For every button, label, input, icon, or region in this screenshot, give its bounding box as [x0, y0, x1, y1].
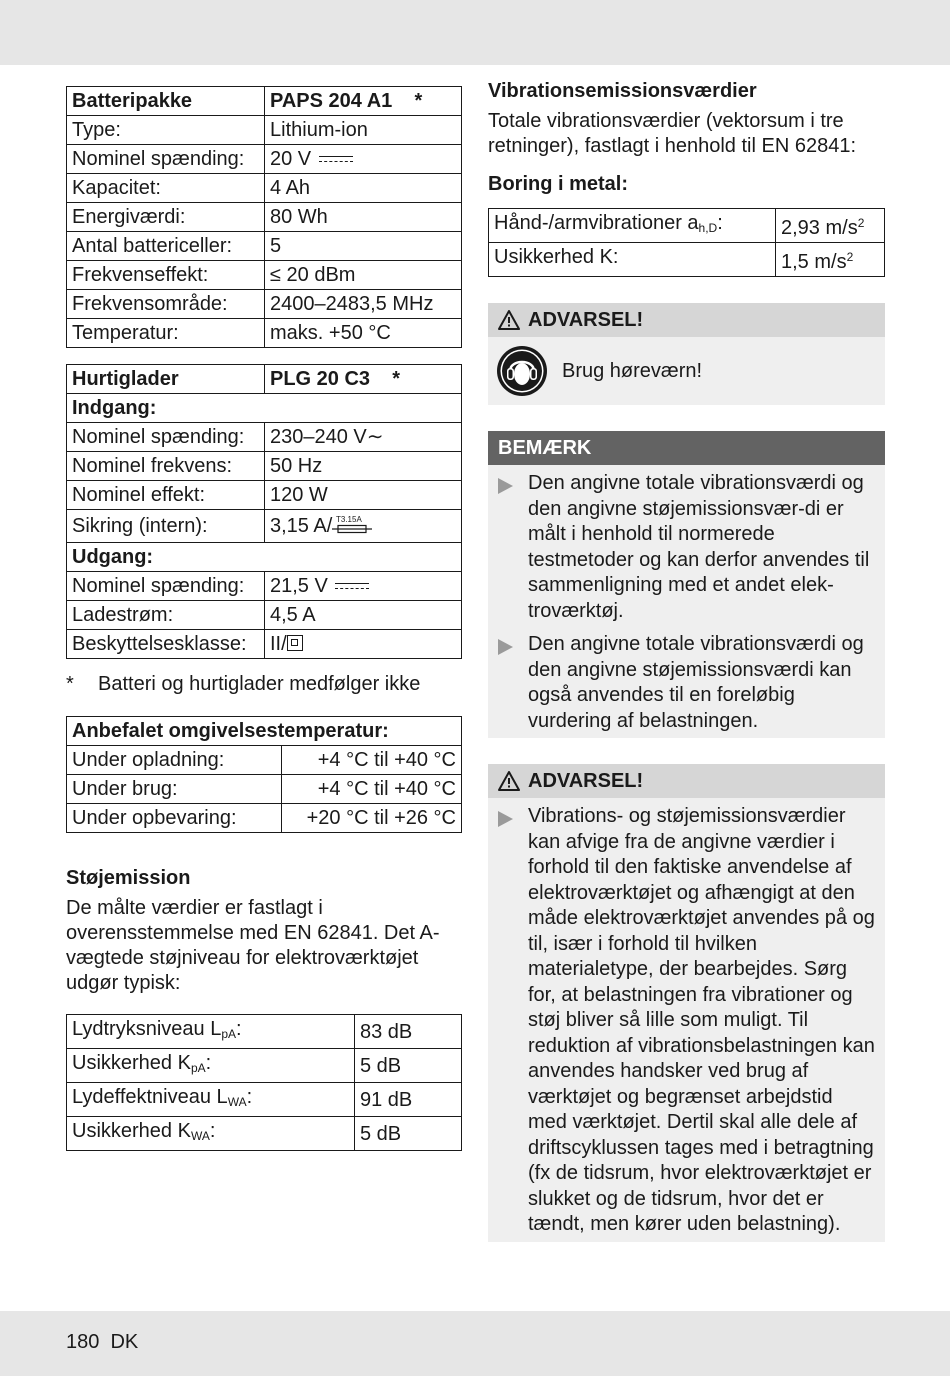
table-cell: ≤ 20 dBm	[265, 261, 462, 290]
table-row	[67, 630, 462, 659]
row-label: Usikkerhed K	[72, 1120, 191, 1142]
noise-table	[66, 1014, 462, 1151]
warning-triangle-icon	[498, 770, 520, 792]
table-cell: Temperatur:	[67, 319, 265, 348]
warning-header	[488, 764, 885, 798]
table-row	[67, 1117, 462, 1151]
battery-table	[66, 86, 462, 348]
warning-body	[488, 337, 885, 405]
footnote-marker: *	[66, 673, 74, 695]
table-cell: 120 W	[265, 481, 462, 510]
row-value: 2,93 m/s	[781, 217, 858, 239]
bullet-arrow-icon	[498, 811, 513, 827]
bullet-wrap	[498, 804, 528, 1238]
note-box	[488, 431, 885, 738]
table-cell: 4 Ah	[265, 174, 462, 203]
table-cell: Frekvenseffekt:	[67, 261, 265, 290]
table-cell: 4,5 A	[265, 601, 462, 630]
row-value: 1,5 m/s	[781, 251, 847, 273]
table-cell: Energiværdi:	[67, 203, 265, 232]
table-row	[67, 290, 462, 319]
table-cell	[265, 510, 462, 543]
fuse-rating-label: T3.15A	[336, 514, 363, 524]
row-label-subscript: h,D	[698, 221, 718, 235]
right-column	[488, 80, 885, 1242]
vibration-heading: Vibrationsemissionsværdier	[488, 80, 757, 102]
table-header-row	[67, 87, 462, 116]
table-cell: Anbefalet omgivelsestemperatur:	[67, 717, 462, 746]
row-label-suffix: :	[236, 1018, 242, 1040]
row-label: Hånd-/armvibrationer a	[494, 212, 699, 234]
table-cell: 2400–2483,5 MHz	[265, 290, 462, 319]
row-label-suffix: :	[205, 1052, 212, 1074]
table-cell: Ladestrøm:	[67, 601, 265, 630]
table-row	[489, 209, 885, 243]
warning-header	[488, 303, 885, 337]
table-cell	[776, 209, 885, 243]
row-label-subscript: WA	[227, 1095, 247, 1109]
table-cell	[67, 1049, 355, 1083]
warning-text: Brug høreværn!	[562, 359, 703, 382]
section-label: Udgang:	[67, 543, 462, 572]
table-cell	[67, 1083, 355, 1117]
fuse-value: 3,15 A/	[270, 515, 333, 537]
table-cell	[265, 572, 462, 601]
vibration-table	[488, 208, 885, 277]
list-item-text: Vibrations- og støjemissionsværdier kan afvige fra de angivne værdier i forhold til den faktiske anvendelse af elektroværktøjet og afhængigt at den måde elektroværktøjet anvendes på og til, især i forhold til hvilken materialetype, der bearbejdes. Sørg for, at belastningen fra vibrationer og støj bliver så lille som muligt. Til reduktion af vibrationsbelastningen kan anvendes handsker ved brug af værktøjet og begrænset arbejdstid med værktøjet. Dertil skal alle dele af driftscyklussen tages med i betragtning (fx de tidsrum, hvor elektroværktøjet er slukket og de tidsrum, hvor det er tændt, men kører uden belastning).	[528, 805, 875, 1235]
table-row	[67, 319, 462, 348]
table-row	[67, 232, 462, 261]
noise-heading: Støjemission	[66, 867, 191, 889]
table-cell: +4 °C til +40 °C	[282, 746, 462, 775]
row-label-subscript: pA	[190, 1061, 206, 1075]
bullet-arrow-icon	[498, 639, 513, 655]
warning-triangle-icon	[498, 309, 520, 331]
page-number: 180 DK	[66, 1331, 139, 1353]
table-cell: 50 Hz	[265, 452, 462, 481]
protection-class-ii-icon	[287, 635, 303, 651]
table-cell: Nominel spænding:	[67, 572, 265, 601]
table-cell: Type:	[67, 116, 265, 145]
table-cell	[265, 630, 462, 659]
table-row	[67, 452, 462, 481]
table-row	[67, 1083, 462, 1117]
table-cell: +20 °C til +26 °C	[282, 804, 462, 833]
noise-text: De målte værdier er fastlagt i overensstemmelse med EN 62841. Det A-vægtede støjniveau for elektroværktøjet udgør typisk:	[66, 897, 440, 994]
warning-title: ADVARSEL!	[528, 309, 644, 331]
table-cell: Nominel spænding:	[67, 145, 265, 174]
row-label: Lydeffektniveau L	[72, 1086, 228, 1108]
warning-box-hearing	[488, 303, 885, 405]
bottom-bar	[0, 1311, 950, 1376]
table-cell	[67, 1015, 355, 1049]
table-section-row	[67, 543, 462, 572]
table-row	[67, 746, 462, 775]
table-cell: Under brug:	[67, 775, 282, 804]
charger-table	[66, 364, 462, 659]
table-cell	[776, 243, 885, 277]
row-label: Lydtryksniveau L	[72, 1018, 222, 1040]
table-cell	[67, 1117, 355, 1151]
table-cell: 91 dB	[355, 1083, 462, 1117]
table-cell: Batteripakke	[67, 87, 265, 116]
hearing-protection-icon	[496, 345, 548, 397]
ambient-temperature-table	[66, 716, 462, 833]
list-item	[488, 471, 885, 624]
left-column	[66, 86, 462, 1151]
dc-symbol-icon	[319, 156, 353, 167]
row-label: Usikkerhed K	[72, 1052, 191, 1074]
table-cell: Lithium-ion	[265, 116, 462, 145]
table-row	[67, 203, 462, 232]
warning-box-vibration	[488, 764, 885, 1242]
table-row	[67, 116, 462, 145]
table-cell: 80 Wh	[265, 203, 462, 232]
row-value-superscript: 2	[846, 250, 854, 264]
table-row	[67, 1015, 462, 1049]
table-row	[489, 243, 885, 277]
dc-symbol-icon	[335, 583, 369, 594]
table-cell: 230–240 V∼	[265, 423, 462, 452]
table-cell: Under opladning:	[67, 746, 282, 775]
table-cell: 5 dB	[355, 1117, 462, 1151]
table-row	[67, 601, 462, 630]
vibration-text: Totale vibrationsværdier (vektorsum i tre retninger), fastlagt i henhold til EN 62841:	[488, 110, 856, 157]
table-cell: Nominel frekvens:	[67, 452, 265, 481]
footnote	[66, 673, 462, 696]
row-label: Usikkerhed K:	[494, 246, 619, 268]
table-cell: +4 °C til +40 °C	[282, 775, 462, 804]
table-cell	[265, 145, 462, 174]
table-row	[67, 572, 462, 601]
table-cell: Hurtiglader	[67, 365, 265, 394]
table-row	[67, 804, 462, 833]
table-cell: Nominel spænding:	[67, 423, 265, 452]
table-cell: maks. +50 °C	[265, 319, 462, 348]
table-cell: PAPS 204 A1 *	[265, 87, 462, 116]
warning-title: ADVARSEL!	[528, 770, 644, 792]
row-label-subscript: pA	[221, 1027, 237, 1041]
table-cell: Sikring (intern):	[67, 510, 265, 543]
table-row	[67, 510, 462, 543]
row-label-suffix: :	[717, 212, 723, 234]
vibration-subheading: Boring i metal:	[488, 173, 629, 195]
table-row	[67, 261, 462, 290]
row-value-superscript: 2	[857, 216, 865, 230]
table-cell: Beskyttelsesklasse:	[67, 630, 265, 659]
row-label-suffix: :	[209, 1120, 216, 1142]
table-cell: Under opbevaring:	[67, 804, 282, 833]
protection-class-value: II/	[270, 633, 287, 655]
list-item-text: Den angivne totale vibrationsværdi og den angivne støjemissionsvær-di er målt i henhold til normerede testmetoder og kan derfor anvendes til sammenligning med et andet elek-troværktøj.	[528, 472, 870, 622]
voltage-value: 20 V	[270, 148, 312, 170]
table-cell: PLG 20 C3 *	[265, 365, 462, 394]
table-cell: Nominel effekt:	[67, 481, 265, 510]
footnote-text: Batteri og hurtiglader medfølger ikke	[98, 673, 421, 695]
fuse-symbol-icon	[332, 514, 372, 534]
bullet-arrow-icon	[498, 478, 513, 494]
table-cell: 83 dB	[355, 1015, 462, 1049]
table-header-row	[67, 717, 462, 746]
bullet-wrap	[498, 632, 528, 734]
list-item	[488, 632, 885, 734]
table-cell	[489, 243, 776, 277]
table-cell: Kapacitet:	[67, 174, 265, 203]
bullet-wrap	[498, 471, 528, 624]
table-cell: 5 dB	[355, 1049, 462, 1083]
table-cell: 5	[265, 232, 462, 261]
list-item-text: Den angivne totale vibrationsværdi og den angivne støjemissionsværdi kan også anvendes til en foreløbig vurdering af belastningen.	[528, 633, 864, 732]
table-row	[67, 775, 462, 804]
table-cell: Antal battericeller:	[67, 232, 265, 261]
table-header-row	[67, 365, 462, 394]
table-cell	[489, 209, 776, 243]
row-label-suffix: :	[246, 1086, 253, 1108]
list-item	[488, 804, 885, 1238]
row-label-subscript: WA	[190, 1129, 210, 1143]
table-row	[67, 174, 462, 203]
table-row	[67, 481, 462, 510]
top-bar	[0, 0, 950, 65]
table-row	[67, 145, 462, 174]
table-row	[67, 1049, 462, 1083]
table-row	[67, 423, 462, 452]
table-cell: Frekvensområde:	[67, 290, 265, 319]
voltage-value: 21,5 V	[270, 575, 328, 597]
table-section-row	[67, 394, 462, 423]
note-header: BEMÆRK	[488, 431, 885, 465]
section-label: Indgang:	[67, 394, 462, 423]
